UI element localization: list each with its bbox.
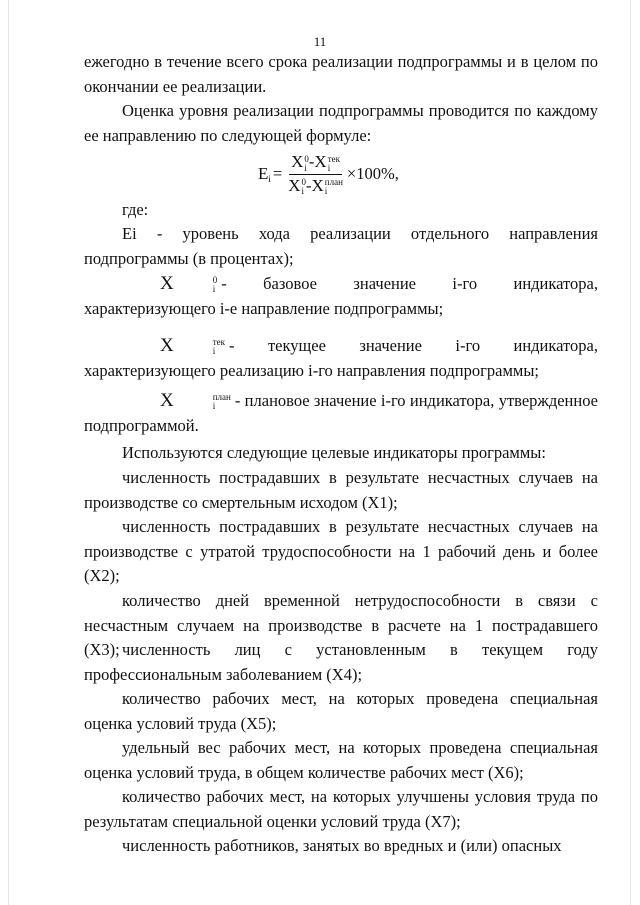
- paragraph-continuation: ежегодно в течение всего срока реализации подпрограммы и в целом по окончании ее реализации.: [84, 52, 598, 96]
- formula-numerator: X 0 i -X тек i: [291, 152, 340, 173]
- formula-fraction: [286, 152, 345, 195]
- formula: [258, 150, 399, 198]
- definition-xplan: X план i - плановое значение i-го индикатора, утвержденное подпрограммой.: [84, 390, 598, 435]
- formula-lhs: $E_i$: [258, 164, 271, 184]
- formula-denominator: X 0 i -X план i: [288, 175, 343, 196]
- formula-equals: =: [272, 164, 283, 183]
- indicator-x6: удельный вес рабочих мест, на которых проведена специальная оценка условий труда, в общем количестве рабочих мест (X6);: [84, 738, 598, 782]
- indicator-x2: численность пострадавших в результате несчастных случаев на производстве с утратой трудоспособности на 1 рабочий день и более (X2);: [84, 517, 598, 585]
- scan-edge-left: [8, 0, 9, 905]
- indicator-x5: количество рабочих мест, на которых проведена специальная оценка условий труда (X5);: [84, 689, 598, 733]
- definition-x0: X 0 i - базовое значение i-го индикатора, характеризующего i-е направление подпрограммы;: [84, 273, 598, 318]
- indicator-x8-start: численность работников, занятых во вредных и (или) опасных: [122, 836, 562, 855]
- indicator-x1: численность пострадавших в результате несчастных случаев на производстве со смертельным исходом (X1);: [84, 468, 598, 512]
- indicator-x3: количество дней временной нетрудоспособности в связи с несчастным случаем на производстве в расчете на 1 пострадавшего (X3);: [84, 591, 598, 659]
- paragraph-formula-intro: Оценка уровня реализации подпрограммы проводится по каждому ее направлению по следующей формуле:: [84, 101, 598, 145]
- formula-multiplier: ×100%,: [346, 164, 399, 183]
- page-number: 11: [313, 34, 327, 49]
- definition-xtek: X тек i - текущее значение i-го индикатора, характеризующего реализацию i-го направления подпрограммы;: [84, 335, 598, 380]
- where-label: где:: [122, 200, 149, 219]
- definition-ei: Ei - уровень хода реализации отдельного направления подпрограммы (в процентах);: [84, 224, 599, 268]
- scan-edge-right: [630, 0, 631, 905]
- indicators-intro: Используются следующие целевые индикаторы программы:: [122, 443, 546, 462]
- indicator-x7: количество рабочих мест, на которых улучшены условия труда по результатам специальной оценки условий труда (X7);: [84, 787, 598, 831]
- indicator-x4: численность лиц с установленным в текущем году профессиональным заболеванием (X4);: [84, 640, 598, 684]
